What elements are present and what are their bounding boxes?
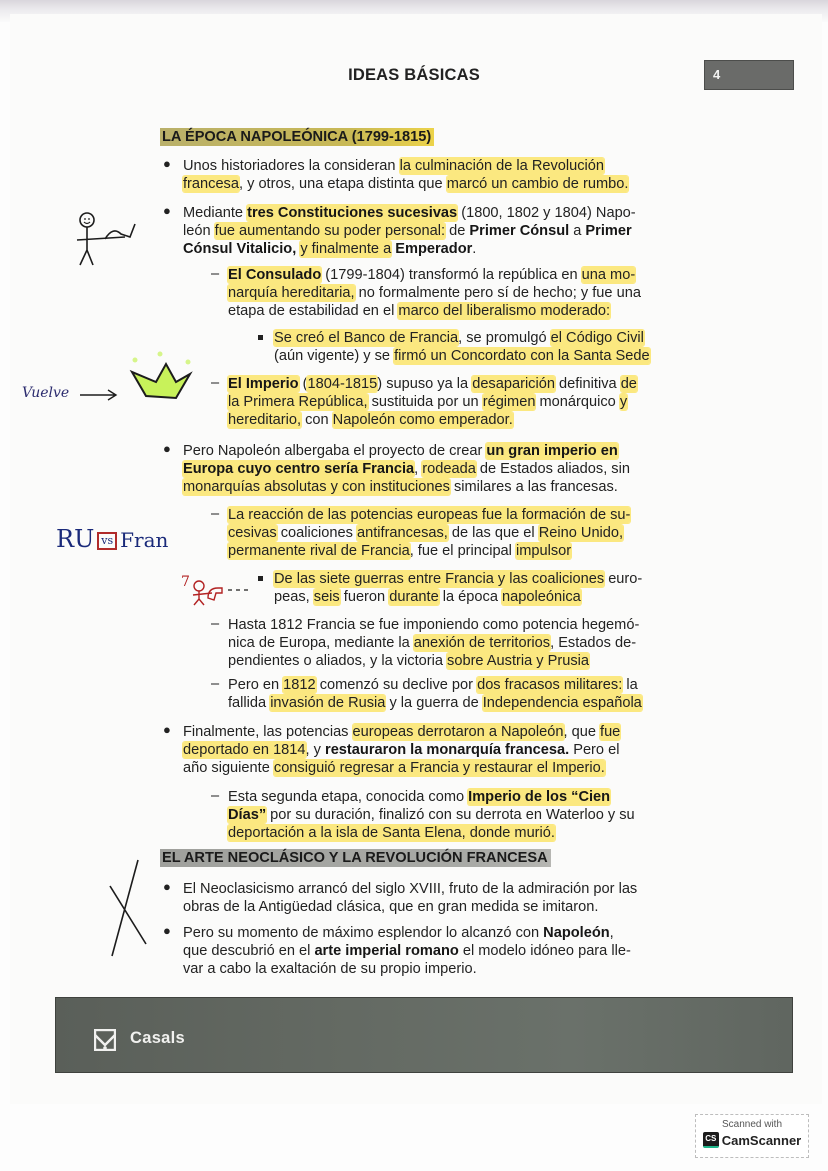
publisher-brand: Casals	[130, 1029, 186, 1047]
vs-box: vs	[97, 532, 117, 550]
text-line: año siguiente consiguió regresar a Francia y restaurar el Imperio.	[183, 760, 605, 776]
publisher-footer-band	[55, 997, 793, 1073]
text-line: Cónsul Vitalicio, y finalmente a Emperador.	[183, 241, 477, 257]
text-line: Pero Napoleón albergaba el proyecto de crear un gran imperio en	[183, 443, 618, 459]
text-line: etapa de estabilidad en el marco del liberalismo moderado:	[228, 303, 611, 319]
list-item	[183, 723, 620, 777]
dash-marker: –	[211, 266, 220, 282]
list-item	[228, 676, 642, 712]
cross-out-x-mark-icon	[108, 858, 148, 958]
text-line: (aún vigente) y se firmó un Concordato con la Santa Sede	[274, 348, 650, 364]
list-item	[228, 506, 630, 560]
text-line: fallida invasión de Rusia y la guerra de Independencia española	[228, 695, 642, 711]
figure-with-gun-doodle-icon	[192, 580, 252, 606]
arrow-right-icon	[78, 388, 120, 402]
bullet-marker: ●	[163, 156, 171, 171]
bullet-marker: ●	[163, 441, 171, 456]
list-item	[274, 329, 650, 365]
text-line: nica de Europa, mediante la anexión de territorios, Estados de-	[228, 635, 637, 651]
dash-marker: –	[211, 676, 220, 692]
text-line: obras de la Antigüedad clásica, que en gran medida se imitaron.	[183, 899, 599, 915]
text-line: la Primera República, sustituida por un régimen monárquico y	[228, 394, 628, 410]
crown-icon	[126, 352, 198, 402]
square-marker	[258, 576, 263, 581]
bullet-marker: ●	[163, 879, 171, 894]
text-line: var a cabo la exaltación de su propio imperio.	[183, 961, 477, 977]
text-line: deportación a la isla de Santa Elena, donde murió.	[228, 825, 555, 841]
bullet-marker: ●	[163, 722, 171, 737]
dash-marker: –	[211, 506, 220, 522]
text-line: pendientes o aliados, y la victoria sobre Austria y Prusia	[228, 653, 589, 669]
text-line: La reacción de las potencias europeas fue la formación de su-	[228, 507, 631, 523]
text-line: Esta segunda etapa, conocida como Imperio de los “Cien	[228, 789, 611, 805]
text-line: deportado en 1814, y restauraron la monarquía francesa. Pero el	[183, 742, 620, 758]
camscanner-logo-icon: CS	[703, 1132, 719, 1148]
watermark-brand: CamScanner	[721, 1132, 802, 1148]
text-line: narquía hereditaria, no formalmente pero sí de hecho; y fue una	[228, 285, 641, 301]
bullet-marker: ●	[163, 923, 171, 938]
handwritten-note-ru-vs-fran: RU vs Fran	[56, 525, 169, 553]
list-item	[228, 616, 639, 670]
text-line: El Neoclasicismo arrancó del siglo XVIII, fruto de la admiración por las	[183, 881, 638, 897]
text-line: El Imperio (1804-1815) supuso ya la desaparición definitiva de	[228, 376, 637, 392]
list-item	[228, 266, 641, 320]
text-line: Europa cuyo centro sería Francia, rodeada de Estados aliados, sin	[183, 461, 630, 477]
dash-marker: –	[211, 616, 220, 632]
text-line: hereditario, con Napoleón como emperador.	[228, 412, 513, 428]
list-item	[183, 442, 630, 496]
dash-marker: –	[211, 788, 220, 804]
text-line: De las siete guerras entre Francia y las coaliciones euro-	[274, 571, 643, 587]
list-item	[183, 157, 628, 193]
bullet-marker: ●	[163, 203, 171, 218]
page-header-title: IDEAS BÁSICAS	[348, 66, 480, 84]
text-line: Mediante tres Constituciones sucesivas (1800, 1802 y 1804) Napo-	[183, 205, 636, 221]
section-heading-neoclassical-art: EL ARTE NEOCLÁSICO Y LA REVOLUCIÓN FRANCESA	[160, 849, 551, 867]
list-item	[228, 375, 637, 429]
text-line: peas, seis fueron durante la época napoleónica	[274, 589, 581, 605]
list-item	[274, 570, 642, 606]
list-item	[183, 204, 636, 258]
text-line: Unos historiadores la consideran la culminación de la Revolución	[183, 158, 605, 174]
text-line: que descubrió en el arte imperial romano el modelo idóneo para lle-	[183, 943, 631, 959]
text-line: cesivas coaliciones antifrancesas, de las que el Reino Unido,	[228, 525, 624, 541]
page-number-box	[704, 60, 794, 90]
text-line: Pero en 1812 comenzó su declive por dos fracasos militares: la	[228, 677, 638, 693]
text-line: Se creó el Banco de Francia, se promulgó el Código Civil	[274, 330, 644, 346]
list-item	[183, 880, 637, 916]
text-line: Pero su momento de máximo esplendor lo alcanzó con Napoleón,	[183, 925, 614, 941]
text-line: Días” por su duración, finalizó con su derrota en Waterloo y su	[228, 807, 635, 823]
text-line: Finalmente, las potencias europeas derrotaron a Napoleón, que fue	[183, 724, 621, 740]
text-line: francesa, y otros, una etapa distinta que marcó un cambio de rumbo.	[183, 176, 629, 192]
section-heading-napoleonic-era: LA ÉPOCA NAPOLEÓNICA (1799-1815)	[160, 128, 434, 146]
handwritten-note-vuelve: Vuelve	[22, 385, 70, 401]
square-marker	[258, 335, 263, 340]
camscanner-watermark	[695, 1114, 809, 1158]
casals-logo-icon	[94, 1029, 116, 1051]
stick-figure-doodle-icon	[75, 210, 145, 270]
list-item	[183, 924, 631, 978]
text-line: Hasta 1812 Francia se fue imponiendo como potencia hegemó-	[228, 617, 640, 633]
text-line: permanente rival de Francia, fue el principal impulsor	[228, 543, 572, 559]
handwritten-note-seven: 7	[181, 574, 190, 590]
text-line: El Consulado (1799-1804) transformó la república en una mo-	[228, 267, 636, 283]
list-item	[228, 788, 635, 842]
text-line: león fue aumentando su poder personal: de Primer Cónsul a Primer	[183, 223, 632, 239]
watermark-text: Scanned with	[721, 1119, 783, 1130]
page-number: 4	[713, 67, 721, 82]
dash-marker: –	[211, 375, 220, 391]
text-line: monarquías absolutas y con instituciones similares a las francesas.	[183, 479, 618, 495]
